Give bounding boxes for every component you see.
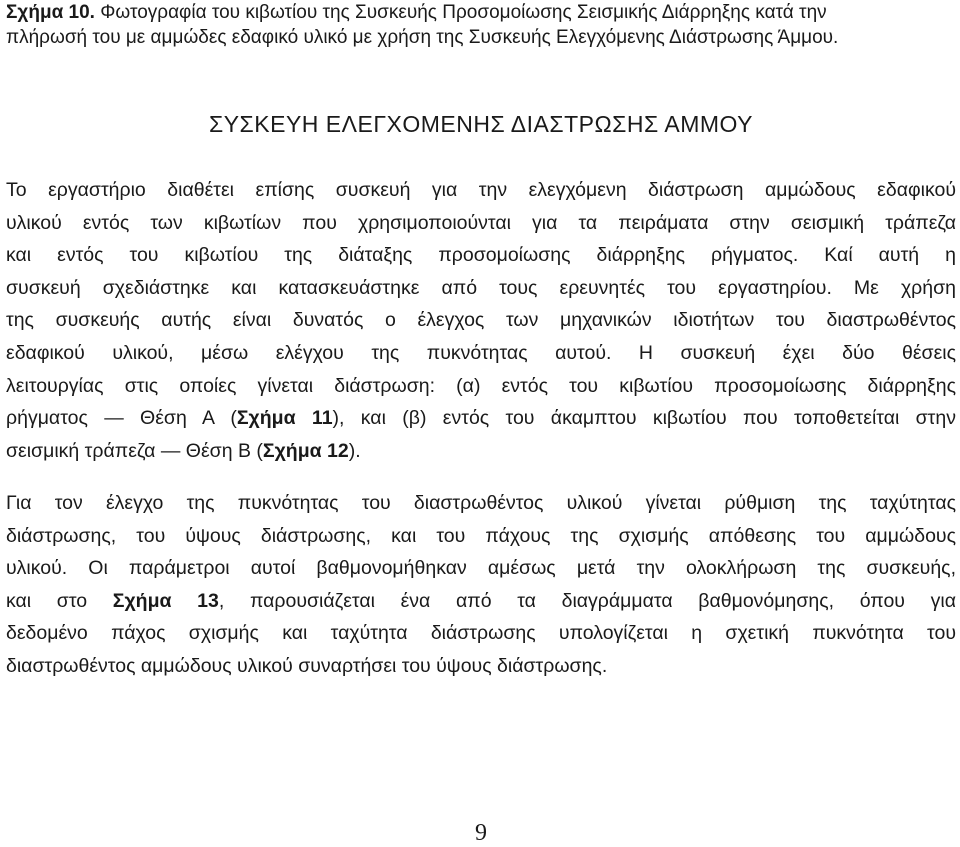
text-line: Για τον έλεγχο της πυκνότητας του διαστρωθέντος υλικού γίνεται ρύθμιση της ταχύτητας <box>6 492 956 514</box>
paragraph-device-description <box>6 174 956 467</box>
document-page <box>6 0 956 847</box>
figure-reference: Σχήμα 13 <box>112 589 219 612</box>
text-line: εδαφικού υλικού, μέσω ελέγχου της πυκνότητας αυτού. Η συσκευή έχει δύο θέσεις <box>6 341 956 364</box>
text-line: λειτουργίας στις οποίες γίνεται διάστρωση: (α) εντός του κιβωτίου προσομοίωσης διάρρηξης <box>6 374 956 397</box>
text-line: Το εργαστήριο διαθέτει επίσης συσκευή για την ελεγχόμενη διάστρωση αμμώδους εδαφικού <box>6 179 956 201</box>
text-line <box>6 402 956 435</box>
text-fragment: , παρουσιάζεται ένα από τα διαγράμματα βαθμονόμησης, όπου για <box>218 589 956 612</box>
text-line: υλικού εντός των κιβωτίων που χρησιμοποιούνται για τα πειράματα στην σεισμική τράπεζα <box>6 211 956 234</box>
text-line: και εντός του κιβωτίου της διάταξης προσομοίωσης διάρρηξης ρήγματος. Καί αυτή η <box>6 244 956 267</box>
figure-caption-text-line-2: πλήρωσή του με αμμώδες εδαφικό υλικό με χρήση της Συσκευής Ελεγχόμενης Διάστρωσης Άμμου. <box>6 27 839 48</box>
text-line <box>6 435 956 468</box>
figure-caption-label: Σχήμα 10. <box>6 2 95 23</box>
figure-reference: Σχήμα 11 <box>236 407 333 430</box>
text-line: συσκευή σχεδιάστηκε και κατασκευάστηκε από τους ερευνητές του εργαστηρίου. Με χρήση <box>6 276 956 299</box>
text-line: υλικού. Οι παράμετροι αυτοί βαθμονομήθηκαν αμέσως μετά την ολοκλήρωση της συσκευής, <box>6 557 956 580</box>
text-line: διάστρωσης, του ύψους διάστρωσης, και του πάχους της σχισμής απόθεσης του αμμώδους <box>6 524 956 547</box>
paragraph-density-control <box>6 487 956 683</box>
text-fragment: ρήγματος — Θέση Α ( <box>6 407 237 430</box>
section-heading: ΣΥΣΚΕΥΗ ΕΛΕΓΧΟΜΕΝΗΣ ΔΙΑΣΤΡΩΣΗΣ ΑΜΜΟΥ <box>208 111 753 137</box>
text-fragment: ), και (β) εντός του άκαμπτου κιβωτίου που τοποθετείται στην <box>332 407 956 430</box>
figure-caption-text-line-1: Φωτογραφία του κιβωτίου της Συσκευής Προσομοίωσης Σεισμικής Διάρρηξης κατά την <box>94 2 827 23</box>
text-line: δεδομένο πάχος σχισμής και ταχύτητα διάστρωσης υπολογίζεται η σχετική πυκνότητα του <box>6 622 956 645</box>
text-fragment: σεισμική τράπεζα — Θέση Β ( <box>6 439 263 462</box>
page-number: 9 <box>475 820 487 846</box>
figure-reference: Σχήμα 12 <box>262 439 349 462</box>
text-line: της συσκευής αυτής είναι δυνατός ο έλεγχος των μηχανικών ιδιοτήτων του διαστρωθέντος <box>6 309 956 332</box>
text-line: διαστρωθέντος αμμώδους υλικού συναρτήσει του ύψους διάστρωσης. <box>6 654 608 677</box>
figure-caption <box>6 0 956 50</box>
text-fragment: ). <box>348 439 361 462</box>
text-line <box>6 585 956 618</box>
text-fragment: και στο <box>6 589 113 612</box>
